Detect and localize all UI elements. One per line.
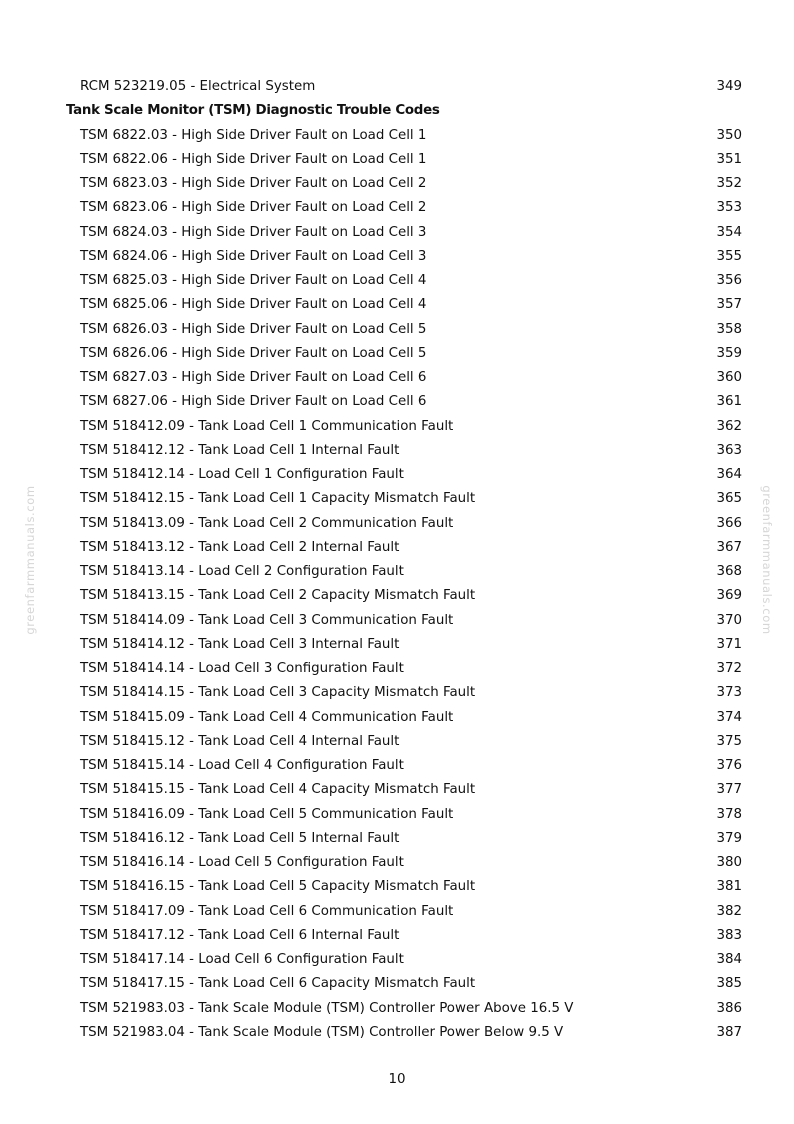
toc-entry[interactable] <box>0 706 794 730</box>
toc-entry[interactable] <box>0 633 794 657</box>
toc-entry[interactable] <box>0 245 794 269</box>
toc-entry-title: TSM 6824.06 - High Side Driver Fault on Load Cell 3 <box>80 248 427 264</box>
toc-entry-page: 365 <box>716 491 742 507</box>
toc-entry-title: TSM 518413.09 - Tank Load Cell 2 Communication Fault <box>80 515 454 531</box>
toc-entry-title: TSM 518417.12 - Tank Load Cell 6 Internal Fault <box>80 927 400 943</box>
toc-entry[interactable] <box>0 512 794 536</box>
toc-entry-page: 375 <box>716 733 742 749</box>
watermark-right: greenfarmmanuals.com <box>760 485 774 635</box>
toc-entry[interactable] <box>0 560 794 584</box>
toc-entry[interactable] <box>0 536 794 560</box>
toc-entry-page: 364 <box>716 467 742 482</box>
toc-entry[interactable] <box>0 463 794 487</box>
toc-entry-page: 383 <box>716 927 742 943</box>
toc-entry-title: TSM 518412.15 - Tank Load Cell 1 Capacity Mismatch Fault <box>80 491 476 507</box>
toc-entry[interactable] <box>0 124 794 148</box>
toc-entry[interactable] <box>0 657 794 681</box>
toc-entry-page: 353 <box>716 200 742 216</box>
toc-entry-title: TSM 518417.14 - Load Cell 6 Configuration Fault <box>80 952 404 967</box>
toc-entry-page: 349 <box>716 79 742 94</box>
toc-entry-page: 357 <box>716 297 742 313</box>
watermark-left: greenfarmmanuals.com <box>23 485 37 635</box>
toc-entry-title: TSM 518413.15 - Tank Load Cell 2 Capacity Mismatch Fault <box>80 588 476 604</box>
toc-entry-page: 372 <box>716 661 742 676</box>
toc-entry-title: TSM 6823.06 - High Side Driver Fault on Load Cell 2 <box>80 200 427 216</box>
toc-entry[interactable] <box>0 196 794 220</box>
toc-entry-page: 373 <box>716 685 742 701</box>
toc-entry-page: 363 <box>716 442 742 458</box>
toc-entry-page: 377 <box>716 782 742 798</box>
toc-entry-page: 366 <box>716 515 742 531</box>
toc-entry[interactable] <box>0 924 794 948</box>
toc-entry-page: 354 <box>716 224 742 240</box>
toc-entry[interactable] <box>0 681 794 705</box>
toc-entry-title: TSM 6824.03 - High Side Driver Fault on Load Cell 3 <box>80 224 427 240</box>
toc-entry[interactable] <box>0 803 794 827</box>
toc-entry-title: TSM 518416.14 - Load Cell 5 Configuration Fault <box>80 855 404 870</box>
toc-entry[interactable] <box>0 318 794 342</box>
toc-entry[interactable] <box>0 172 794 196</box>
toc-entry-title: TSM 6823.03 - High Side Driver Fault on Load Cell 2 <box>80 176 427 191</box>
toc-entry-page: 361 <box>716 394 742 410</box>
toc-entry-page: 387 <box>716 1024 742 1040</box>
toc-entry-title: TSM 6826.03 - High Side Driver Fault on Load Cell 5 <box>80 321 427 337</box>
toc-entry-page: 356 <box>716 273 742 288</box>
toc-entry-title: TSM 518413.14 - Load Cell 2 Configuration Fault <box>80 564 404 579</box>
toc-entry-title: TSM 521983.04 - Tank Scale Module (TSM) Controller Power Below 9.5 V <box>80 1024 564 1040</box>
toc-entry-title: TSM 6825.03 - High Side Driver Fault on Load Cell 4 <box>80 273 427 288</box>
toc-entry-page: 380 <box>716 855 742 870</box>
toc-entry[interactable] <box>0 900 794 924</box>
toc-entry-title: TSM 6822.06 - High Side Driver Fault on Load Cell 1 <box>80 151 427 167</box>
toc-entry[interactable] <box>0 609 794 633</box>
toc-entry-title: TSM 518415.12 - Tank Load Cell 4 Internal Fault <box>80 733 400 749</box>
toc-entry-title: TSM 518412.14 - Load Cell 1 Configuration Fault <box>80 467 404 482</box>
toc-entry-title: TSM 6825.06 - High Side Driver Fault on Load Cell 4 <box>80 297 427 313</box>
toc-entry-title: TSM 6826.06 - High Side Driver Fault on Load Cell 5 <box>80 345 427 361</box>
section-title: Tank Scale Monitor (TSM) Diagnostic Trouble Codes <box>66 103 440 119</box>
toc-entry-title: TSM 518416.12 - Tank Load Cell 5 Internal Fault <box>80 830 400 846</box>
toc-entry-page: 350 <box>716 127 742 143</box>
toc-entry-page: 371 <box>716 636 742 652</box>
toc-entry[interactable] <box>0 415 794 439</box>
toc-entry-title: TSM 518417.15 - Tank Load Cell 6 Capacity Mismatch Fault <box>80 976 476 992</box>
toc-entry-page: 378 <box>716 806 742 822</box>
toc-entry[interactable] <box>0 851 794 875</box>
toc-entry-page: 382 <box>716 903 742 919</box>
toc-entry[interactable] <box>0 875 794 899</box>
toc-entry-title: TSM 518415.09 - Tank Load Cell 4 Communication Fault <box>80 709 454 725</box>
toc-entry-title: TSM 518415.15 - Tank Load Cell 4 Capacity Mismatch Fault <box>80 782 476 798</box>
toc-entry-page: 369 <box>716 588 742 604</box>
toc-entry[interactable] <box>0 439 794 463</box>
toc-entry[interactable] <box>0 827 794 851</box>
toc-entry[interactable] <box>0 997 794 1021</box>
toc-entry-page: 352 <box>716 176 742 191</box>
toc-entry-page: 362 <box>716 418 742 434</box>
toc-entry[interactable] <box>0 584 794 608</box>
toc-entry-page: 374 <box>716 709 742 725</box>
toc-entry[interactable] <box>0 948 794 972</box>
toc-entry-title: TSM 518414.12 - Tank Load Cell 3 Internal Fault <box>80 636 400 652</box>
toc-entry-page: 360 <box>716 370 742 385</box>
toc-entry-title: TSM 518415.14 - Load Cell 4 Configuration Fault <box>80 758 404 773</box>
toc-entry[interactable] <box>0 487 794 511</box>
toc-entry-page: 379 <box>716 830 742 846</box>
toc-entry[interactable] <box>0 778 794 802</box>
toc-entry-title: TSM 518416.15 - Tank Load Cell 5 Capacity Mismatch Fault <box>80 879 476 895</box>
toc-entry[interactable] <box>0 754 794 778</box>
toc-entry-title: TSM 518413.12 - Tank Load Cell 2 Internal Fault <box>80 539 400 555</box>
toc-entry-page: 368 <box>716 564 742 579</box>
toc-entry[interactable] <box>0 1021 794 1045</box>
toc-entry-page: 381 <box>716 879 742 895</box>
toc-entry-title: TSM 518414.14 - Load Cell 3 Configuration Fault <box>80 661 404 676</box>
toc-entry-page: 385 <box>716 976 742 992</box>
toc-entry-title: TSM 6822.03 - High Side Driver Fault on Load Cell 1 <box>80 127 427 143</box>
toc-entry[interactable] <box>0 75 794 99</box>
toc-entry[interactable] <box>0 148 794 172</box>
toc-entry[interactable] <box>0 366 794 390</box>
table-of-contents <box>0 75 794 1045</box>
toc-entry-page: 386 <box>716 1000 742 1016</box>
toc-entry-title: TSM 6827.06 - High Side Driver Fault on Load Cell 6 <box>80 394 427 410</box>
toc-entry-title: TSM 521983.03 - Tank Scale Module (TSM) Controller Power Above 16.5 V <box>80 1000 574 1016</box>
toc-entry-title: TSM 518412.12 - Tank Load Cell 1 Internal Fault <box>80 442 400 458</box>
toc-entry-title: RCM 523219.05 - Electrical System <box>80 79 316 94</box>
toc-entry[interactable] <box>0 972 794 996</box>
toc-entry[interactable] <box>0 293 794 317</box>
toc-entry-title: TSM 518414.09 - Tank Load Cell 3 Communication Fault <box>80 612 454 628</box>
toc-entry[interactable] <box>0 221 794 245</box>
toc-entry-title: TSM 518412.09 - Tank Load Cell 1 Communication Fault <box>80 418 454 434</box>
toc-entry-page: 384 <box>716 952 742 967</box>
toc-entry-page: 359 <box>716 345 742 361</box>
toc-entry[interactable] <box>0 730 794 754</box>
toc-entry-page: 355 <box>716 248 742 264</box>
toc-section-heading <box>0 99 794 123</box>
toc-entry[interactable] <box>0 342 794 366</box>
toc-entry-page: 358 <box>716 321 742 337</box>
toc-entry-page: 367 <box>716 539 742 555</box>
toc-entry-title: TSM 518417.09 - Tank Load Cell 6 Communication Fault <box>80 903 454 919</box>
toc-entry-page: 351 <box>716 151 742 167</box>
toc-entry-page: 370 <box>716 612 742 628</box>
toc-entry-page: 376 <box>716 758 742 773</box>
toc-entry[interactable] <box>0 390 794 414</box>
toc-entry[interactable] <box>0 269 794 293</box>
toc-entry-title: TSM 518416.09 - Tank Load Cell 5 Communication Fault <box>80 806 454 822</box>
toc-entry-title: TSM 6827.03 - High Side Driver Fault on Load Cell 6 <box>80 370 427 385</box>
page-number: 10 <box>388 1072 406 1087</box>
toc-entry-title: TSM 518414.15 - Tank Load Cell 3 Capacity Mismatch Fault <box>80 685 476 701</box>
